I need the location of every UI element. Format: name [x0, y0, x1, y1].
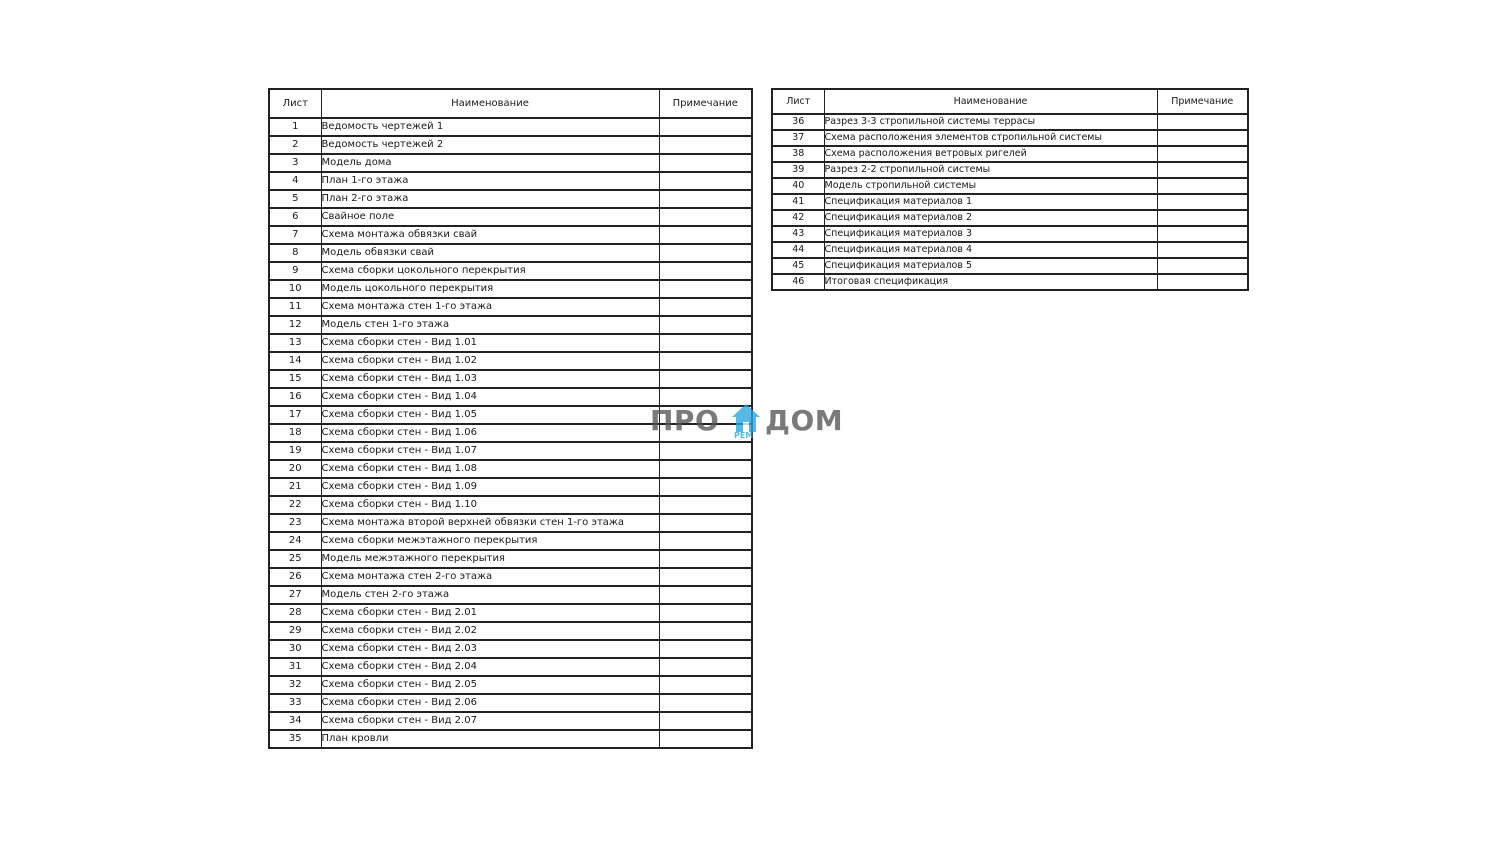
sheet-name-cell: Спецификация материалов 4: [824, 242, 1157, 258]
table-row: [772, 146, 1248, 162]
note-cell: [659, 298, 752, 316]
note-cell: [659, 352, 752, 370]
sheet-name-cell: План кровли: [321, 730, 659, 748]
note-cell: [659, 208, 752, 226]
sheet-name-cell: Схема сборки стен - Вид 1.01: [321, 334, 659, 352]
note-cell: [659, 622, 752, 640]
column-header-note: Примечание: [659, 89, 752, 118]
note-cell: [659, 586, 752, 604]
sheet-name-cell: Схема монтажа стен 2-го этажа: [321, 568, 659, 586]
sheet-number-cell: 27: [269, 586, 321, 604]
note-cell: [659, 190, 752, 208]
sheet-name-cell: Схема сборки стен - Вид 2.01: [321, 604, 659, 622]
sheet-number-cell: 44: [772, 242, 824, 258]
sheet-number-cell: 16: [269, 388, 321, 406]
sheet-name-cell: Схема сборки стен - Вид 2.04: [321, 658, 659, 676]
sheet-number-cell: 5: [269, 190, 321, 208]
sheet-number-cell: 10: [269, 280, 321, 298]
sheet-name-cell: Схема сборки стен - Вид 2.06: [321, 694, 659, 712]
table-row: [772, 274, 1248, 290]
table-row: [269, 694, 752, 712]
table-row: [269, 730, 752, 748]
sheet-name-cell: Схема сборки стен - Вид 2.02: [321, 622, 659, 640]
sheet-name-cell: Схема монтажа второй верхней обвязки стен 1-го этажа: [321, 514, 659, 532]
column-header-sheet: Лист: [269, 89, 321, 118]
note-cell: [659, 172, 752, 190]
watermark-logo: [650, 402, 850, 442]
sheet-number-cell: 29: [269, 622, 321, 640]
sheet-number-cell: 26: [269, 568, 321, 586]
note-cell: [659, 478, 752, 496]
sheet-number-cell: 25: [269, 550, 321, 568]
sheet-number-cell: 41: [772, 194, 824, 210]
note-cell: [1157, 146, 1248, 162]
table-row: [269, 640, 752, 658]
note-cell: [659, 532, 752, 550]
sheet-name-cell: Схема сборки стен - Вид 2.05: [321, 676, 659, 694]
note-cell: [659, 514, 752, 532]
sheet-number-cell: 40: [772, 178, 824, 194]
table-row: [772, 194, 1248, 210]
note-cell: [659, 568, 752, 586]
sheet-name-cell: План 1-го этажа: [321, 172, 659, 190]
sheet-number-cell: 14: [269, 352, 321, 370]
sheet-name-cell: Схема расположения элементов стропильной системы: [824, 130, 1157, 146]
sheet-name-cell: Схема сборки стен - Вид 1.10: [321, 496, 659, 514]
sheet-name-cell: Схема сборки стен - Вид 1.02: [321, 352, 659, 370]
sheet-number-cell: 18: [269, 424, 321, 442]
sheet-number-cell: 20: [269, 460, 321, 478]
sheet-name-cell: Схема сборки стен - Вид 1.07: [321, 442, 659, 460]
sheet-number-cell: 9: [269, 262, 321, 280]
note-cell: [659, 658, 752, 676]
sheet-name-cell: Схема сборки стен - Вид 1.04: [321, 388, 659, 406]
table-row: [772, 226, 1248, 242]
note-cell: [659, 550, 752, 568]
sheet-name-cell: Модель цокольного перекрытия: [321, 280, 659, 298]
column-header-name: Наименование: [824, 89, 1157, 114]
sheet-number-cell: 38: [772, 146, 824, 162]
table-row: [269, 550, 752, 568]
table-row: [269, 676, 752, 694]
table-row: [269, 298, 752, 316]
table-row: [269, 622, 752, 640]
sheet-name-cell: Схема сборки стен - Вид 1.06: [321, 424, 659, 442]
note-cell: [1157, 258, 1248, 274]
sheet-number-cell: 43: [772, 226, 824, 242]
note-cell: [1157, 242, 1248, 258]
sheet-number-cell: 11: [269, 298, 321, 316]
sheet-number-cell: 4: [269, 172, 321, 190]
table-row: [269, 604, 752, 622]
sheet-number-cell: 21: [269, 478, 321, 496]
sheet-name-cell: Спецификация материалов 2: [824, 210, 1157, 226]
table-row: [269, 118, 752, 136]
sheet-number-cell: 8: [269, 244, 321, 262]
table-row: [269, 280, 752, 298]
note-cell: [659, 730, 752, 748]
table-row: [269, 568, 752, 586]
note-cell: [659, 694, 752, 712]
table-row: [269, 136, 752, 154]
table-row: [269, 172, 752, 190]
sheet-number-cell: 46: [772, 274, 824, 290]
sheet-number-cell: 12: [269, 316, 321, 334]
table-row: [772, 162, 1248, 178]
sheet-name-cell: Схема монтажа стен 1-го этажа: [321, 298, 659, 316]
sheet-number-cell: 33: [269, 694, 321, 712]
table-row: [269, 532, 752, 550]
note-cell: [659, 604, 752, 622]
sheet-name-cell: Схема монтажа обвязки свай: [321, 226, 659, 244]
table-row: [772, 258, 1248, 274]
sheet-name-cell: Схема сборки цокольного перекрытия: [321, 262, 659, 280]
watermark-text-left: ПРО: [650, 404, 720, 437]
sheet-number-cell: 36: [772, 114, 824, 130]
table-header-row: [772, 89, 1248, 114]
table-row: [269, 190, 752, 208]
sheet-number-cell: 2: [269, 136, 321, 154]
table-row: [269, 460, 752, 478]
table-header-row: [269, 89, 752, 118]
sheet-name-cell: Схема сборки стен - Вид 1.09: [321, 478, 659, 496]
sheet-number-cell: 42: [772, 210, 824, 226]
sheet-name-cell: Схема сборки стен - Вид 2.07: [321, 712, 659, 730]
table-row: [269, 262, 752, 280]
note-cell: [1157, 194, 1248, 210]
sheet-name-cell: Спецификация материалов 1: [824, 194, 1157, 210]
table-row: [269, 496, 752, 514]
note-cell: [659, 226, 752, 244]
sheet-number-cell: 24: [269, 532, 321, 550]
table-row: [269, 478, 752, 496]
sheet-name-cell: Схема сборки межэтажного перекрытия: [321, 532, 659, 550]
table-row: [269, 208, 752, 226]
sheet-number-cell: 37: [772, 130, 824, 146]
table-row: [269, 226, 752, 244]
sheet-name-cell: Модель межэтажного перекрытия: [321, 550, 659, 568]
note-cell: [1157, 114, 1248, 130]
table-row: [269, 370, 752, 388]
sheet-number-cell: 34: [269, 712, 321, 730]
table-row: [269, 442, 752, 460]
drawing-list-table-right: [771, 88, 1249, 291]
sheet-name-cell: Модель стен 2-го этажа: [321, 586, 659, 604]
sheet-name-cell: Схема сборки стен - Вид 2.03: [321, 640, 659, 658]
sheet-number-cell: 3: [269, 154, 321, 172]
table-row: [269, 316, 752, 334]
sheet-name-cell: Модель стен 1-го этажа: [321, 316, 659, 334]
note-cell: [1157, 162, 1248, 178]
sheet-name-cell: Схема сборки стен - Вид 1.05: [321, 406, 659, 424]
note-cell: [659, 154, 752, 172]
sheet-number-cell: 22: [269, 496, 321, 514]
note-cell: [659, 496, 752, 514]
sheet-name-cell: Спецификация материалов 3: [824, 226, 1157, 242]
note-cell: [659, 712, 752, 730]
table-row: [269, 586, 752, 604]
sheet-number-cell: 1: [269, 118, 321, 136]
note-cell: [1157, 178, 1248, 194]
table-row: [772, 114, 1248, 130]
note-cell: [1157, 210, 1248, 226]
note-cell: [1157, 274, 1248, 290]
sheet-name-cell: Ведомость чертежей 2: [321, 136, 659, 154]
sheet-name-cell: Спецификация материалов 5: [824, 258, 1157, 274]
sheet-number-cell: 28: [269, 604, 321, 622]
note-cell: [659, 244, 752, 262]
sheet-name-cell: План 2-го этажа: [321, 190, 659, 208]
note-cell: [659, 334, 752, 352]
sheet-name-cell: Свайное поле: [321, 208, 659, 226]
sheet-number-cell: 35: [269, 730, 321, 748]
sheet-number-cell: 39: [772, 162, 824, 178]
sheet-number-cell: 17: [269, 406, 321, 424]
sheet-number-cell: 45: [772, 258, 824, 274]
table-row: [772, 210, 1248, 226]
table-row: [269, 154, 752, 172]
table-row: [269, 658, 752, 676]
sheet-name-cell: Схема сборки стен - Вид 1.08: [321, 460, 659, 478]
table-row: [772, 178, 1248, 194]
note-cell: [659, 370, 752, 388]
sheet-name-cell: Модель стропильной системы: [824, 178, 1157, 194]
sheet-name-cell: Итоговая спецификация: [824, 274, 1157, 290]
sheet-name-cell: Схема расположения ветровых ригелей: [824, 146, 1157, 162]
sheet-number-cell: 32: [269, 676, 321, 694]
sheet-number-cell: 13: [269, 334, 321, 352]
note-cell: [659, 640, 752, 658]
sheet-number-cell: 6: [269, 208, 321, 226]
note-cell: [659, 262, 752, 280]
note-cell: [659, 676, 752, 694]
sheet-name-cell: Ведомость чертежей 1: [321, 118, 659, 136]
table-row: [772, 130, 1248, 146]
note-cell: [1157, 226, 1248, 242]
table-row: [269, 352, 752, 370]
sheet-number-cell: 19: [269, 442, 321, 460]
sheet-number-cell: 7: [269, 226, 321, 244]
sheet-name-cell: Модель дома: [321, 154, 659, 172]
table-row: [269, 334, 752, 352]
note-cell: [1157, 130, 1248, 146]
note-cell: [659, 136, 752, 154]
column-header-note: Примечание: [1157, 89, 1248, 114]
note-cell: [659, 316, 752, 334]
sheet-number-cell: 15: [269, 370, 321, 388]
note-cell: [659, 118, 752, 136]
sheet-name-cell: Разрез 3-3 стропильной системы террасы: [824, 114, 1157, 130]
note-cell: [659, 280, 752, 298]
sheet-name-cell: Модель обвязки свай: [321, 244, 659, 262]
note-cell: [659, 460, 752, 478]
sheet-number-cell: 30: [269, 640, 321, 658]
table-row: [269, 712, 752, 730]
watermark-text-right: ДОМ: [765, 404, 844, 437]
sheet-number-cell: 31: [269, 658, 321, 676]
sheet-number-cell: 23: [269, 514, 321, 532]
table-row: [269, 514, 752, 532]
column-header-sheet: Лист: [772, 89, 824, 114]
sheet-name-cell: Разрез 2-2 стропильной системы: [824, 162, 1157, 178]
column-header-name: Наименование: [321, 89, 659, 118]
note-cell: [659, 442, 752, 460]
sheet-name-cell: Схема сборки стен - Вид 1.03: [321, 370, 659, 388]
table-row: [269, 244, 752, 262]
watermark-subtext: РЕМ: [734, 431, 754, 440]
table-row: [772, 242, 1248, 258]
